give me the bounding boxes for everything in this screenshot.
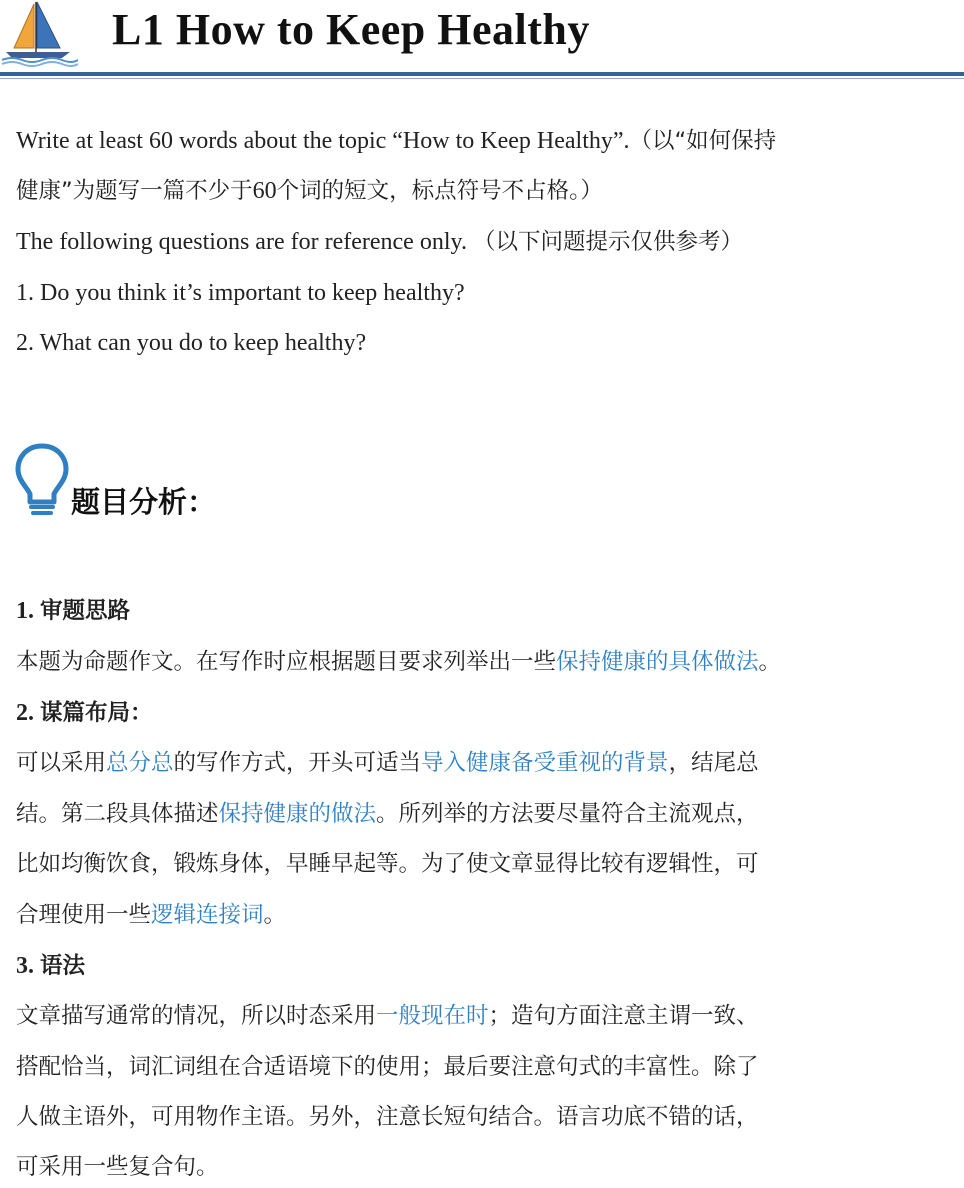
section-2-line-3: 比如均衡饮食，锻炼身体，早睡早起等。为了使文章显得比较有逻辑性，可 xyxy=(16,851,759,877)
sailboat-logo-icon xyxy=(0,0,78,68)
highlight-text: 保持健康的做法 xyxy=(218,801,377,827)
section-2-line-4 xyxy=(16,900,286,930)
reference-note-chinese: （以下问题提示仅供参考） xyxy=(472,229,743,255)
prompt-chinese: （以“如何保持 xyxy=(629,128,777,154)
highlight-text: 逻辑连接词 xyxy=(151,902,264,928)
prompt-line-1 xyxy=(16,126,776,156)
section-title: 谋篇布局： xyxy=(40,700,153,726)
section-3-line-1 xyxy=(16,1001,759,1031)
text-run: 。所列举的方法要尽量符合主流观点， xyxy=(376,801,759,827)
prompt-number: 60 xyxy=(252,178,277,204)
analysis-heading xyxy=(8,442,408,522)
section-2-heading xyxy=(16,698,153,728)
section-3-heading xyxy=(16,951,85,981)
analysis-title: 题目分析： xyxy=(71,485,217,519)
highlight-text: 总分总 xyxy=(106,750,174,776)
highlight-text: 保持健康的具体做法 xyxy=(556,649,759,675)
text-run: 文章描写通常的情况，所以时态采用 xyxy=(16,1003,377,1029)
section-number: 1. xyxy=(16,598,34,624)
prompt-chinese: 健康”为题写一篇不少于 xyxy=(16,178,253,204)
text-run: ，结尾总 xyxy=(668,750,759,776)
highlight-text: 导入健康备受重视的背景 xyxy=(421,750,669,776)
section-1-text xyxy=(16,647,781,677)
text-run: 。 xyxy=(263,902,287,928)
page-header xyxy=(0,0,964,80)
section-title: 审题思路 xyxy=(40,598,131,624)
text-run: 合理使用一些 xyxy=(16,902,152,928)
lightbulb-icon xyxy=(14,442,70,522)
text-run: 结。第二段具体描述 xyxy=(16,801,219,827)
text-run: 本题为命题作文。在写作时应根据题目要求列举出一些 xyxy=(16,649,557,675)
prompt-line-2 xyxy=(16,176,603,206)
header-divider xyxy=(0,72,964,76)
section-title: 语法 xyxy=(40,953,86,979)
section-3-line-3: 人做主语外，可用物作主语。另外，注意长短句结合。语言功底不错的话， xyxy=(16,1104,759,1130)
text-run: ；造句方面注意主谓一致、 xyxy=(488,1003,759,1029)
question-2: 2. What can you do to keep healthy? xyxy=(16,330,367,356)
section-number: 3. xyxy=(16,953,34,979)
section-3-line-2: 搭配恰当，词汇词组在合适语境下的使用；最后要注意句式的丰富性。除了 xyxy=(16,1054,759,1080)
text-run: 。 xyxy=(758,649,782,675)
question-1: 1. Do you think it’s important to keep healthy? xyxy=(16,280,465,306)
section-2-line-2 xyxy=(16,799,759,829)
section-3-line-4: 可采用一些复合句。 xyxy=(16,1154,219,1180)
reference-note-english: The following questions are for reference only. xyxy=(16,229,467,255)
section-number: 2. xyxy=(16,700,34,726)
section-1-heading xyxy=(16,596,130,626)
section-2-line-1 xyxy=(16,748,759,778)
prompt-chinese: 个词的短文，标点符号不占格。） xyxy=(276,178,603,204)
header-divider-thin xyxy=(0,78,964,79)
highlight-text: 一般现在时 xyxy=(376,1003,489,1029)
text-run: 可以采用 xyxy=(16,750,107,776)
text-run: 的写作方式，开头可适当 xyxy=(173,750,422,776)
prompt-line-3 xyxy=(16,227,743,257)
prompt-english: Write at least 60 words about the topic “How to Keep Healthy”. xyxy=(16,128,630,154)
page-title: L1 How to Keep Healthy xyxy=(112,5,590,54)
